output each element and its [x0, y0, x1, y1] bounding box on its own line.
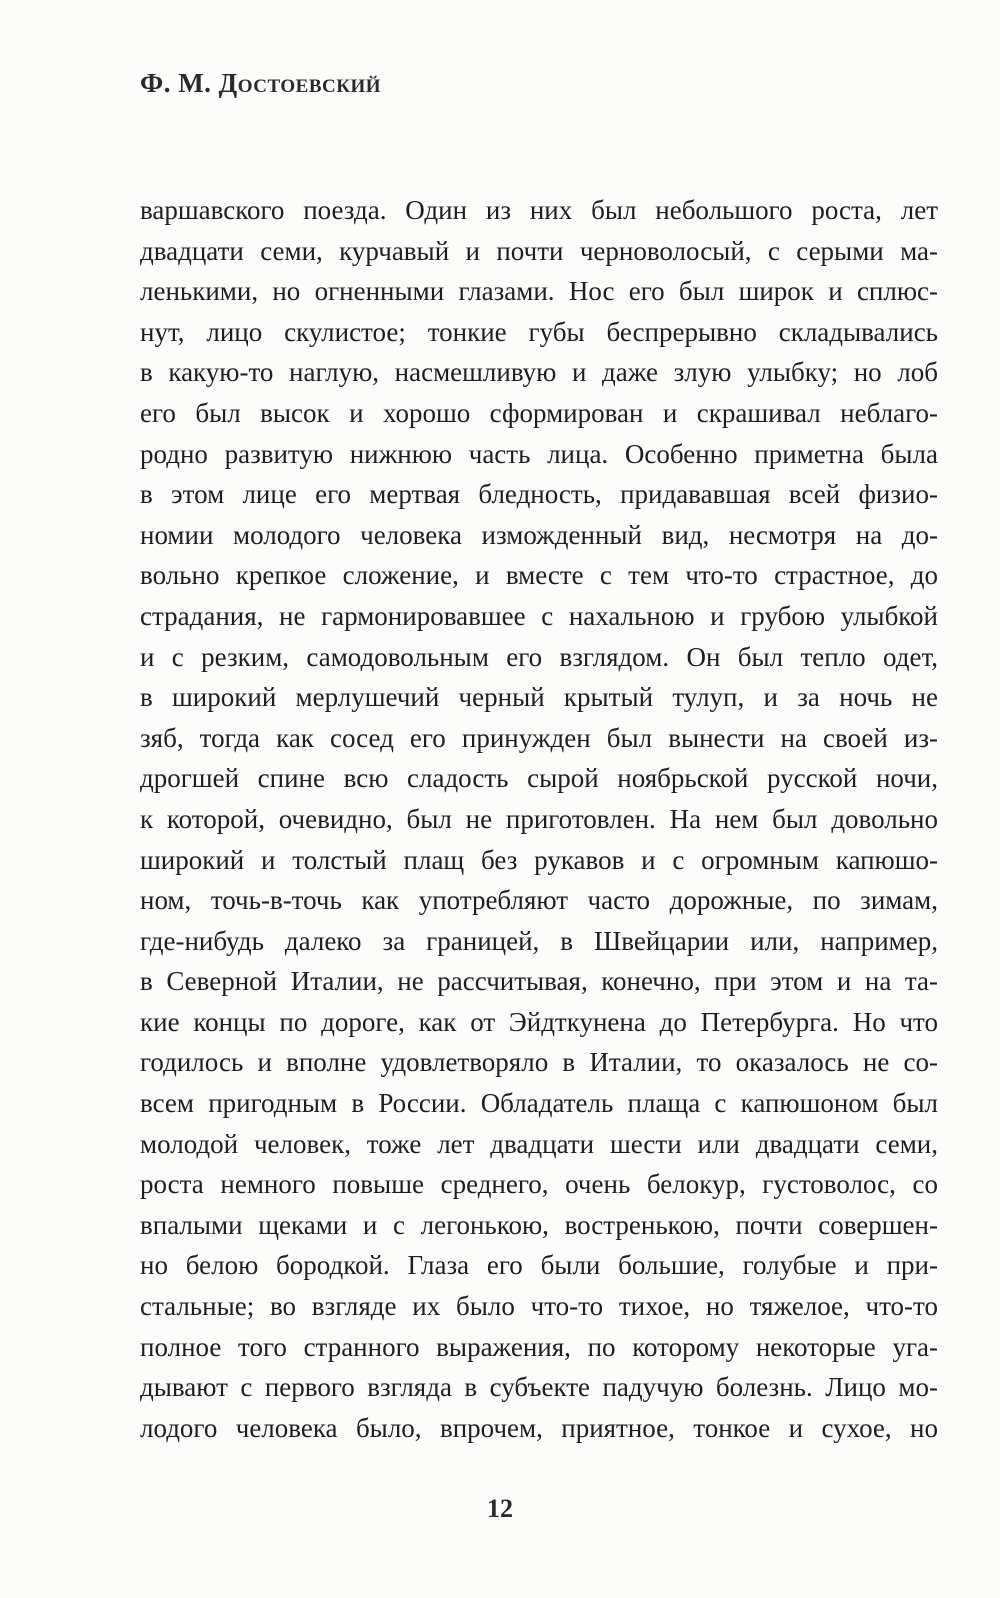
text-line: варшавского поезда. Один из них был небольшого роста, лет	[140, 195, 938, 225]
text-line: стальные; во взгляде их было что-то тихое, но тяжелое, что-то	[140, 1291, 938, 1322]
text-line: номии молодого человека изможденный вид, несмотря на до-	[140, 519, 938, 550]
text-line: зяб, тогда как сосед его принужден был вынести на своей из-	[140, 722, 938, 753]
text-line: ленькими, но огненными глазами. Нос его был широк и сплюс-	[140, 276, 938, 307]
text-line: его был высок и хорошо сформирован и скрашивал неблаго-	[140, 397, 938, 428]
running-header: Ф. М. Достоевский	[140, 68, 382, 98]
text-line: дывают с первого взгляда в субъекте падучую болезнь. Лицо мо-	[140, 1372, 938, 1403]
text-line: родно развитую нижнюю часть лица. Особенно приметна была	[140, 438, 938, 469]
text-line: страдания, не гармонировавшее с нахальною и грубою улыбкой	[140, 600, 938, 631]
text-line: молодой человек, тоже лет двадцати шести или двадцати семи,	[140, 1128, 938, 1159]
text-line: и с резким, самодовольным его взглядом. Он был тепло одет,	[140, 641, 938, 672]
text-line: полное того странного выражения, по которому некоторые уга-	[140, 1331, 938, 1362]
text-line: в этом лице его мертвая бледность, придававшая всей физио-	[140, 479, 938, 510]
text-line: роста немного повыше среднего, очень белокур, густоволос, со	[140, 1169, 938, 1200]
text-line: в широкий мерлушечий черный крытый тулуп, и за ночь не	[140, 682, 938, 713]
text-line: лодого человека было, впрочем, приятное, тонкое и сухое, но	[140, 1412, 938, 1443]
text-line: кие концы по дороге, как от Эйдткунена до Петербурга. Но что	[140, 1006, 938, 1037]
text-line: нут, лицо скулистое; тонкие губы беспрерывно складывались	[140, 316, 938, 347]
text-line: к которой, очевидно, был не приготовлен. На нем был довольно	[140, 803, 938, 834]
text-line: но белою бородкой. Глаза его были большие, голубые и при-	[140, 1250, 938, 1281]
page-number: 12	[487, 1494, 513, 1523]
text-line: широкий и толстый плащ без рукавов и с огромным капюшо-	[140, 844, 938, 875]
text-line: где-нибудь далеко за границей, в Швейцарии или, например,	[140, 925, 938, 956]
text-line: дрогшей спине всю сладость сырой ноябрьской русской ночи,	[140, 763, 938, 794]
body-text	[140, 190, 938, 1448]
text-line: всем пригодным в России. Обладатель плаща с капюшоном был	[140, 1088, 938, 1119]
text-line: в Северной Италии, не рассчитывая, конечно, при этом и на та-	[140, 966, 938, 997]
text-line: годилось и вполне удовлетворяло в Италии, то оказалось не со-	[140, 1047, 938, 1078]
text-line: вольно крепкое сложение, и вместе с тем что-то страстное, до	[140, 560, 938, 591]
text-line: ном, точь-в-точь как употребляют часто дорожные, по зимам,	[140, 885, 938, 916]
text-line: впалыми щеками и с легонькою, востренькою, почти совершен-	[140, 1209, 938, 1240]
text-line: в какую-то наглую, насмешливую и даже злую улыбку; но лоб	[140, 357, 938, 388]
text-line: двадцати семи, курчавый и почти черноволосый, с серыми ма-	[140, 235, 938, 266]
